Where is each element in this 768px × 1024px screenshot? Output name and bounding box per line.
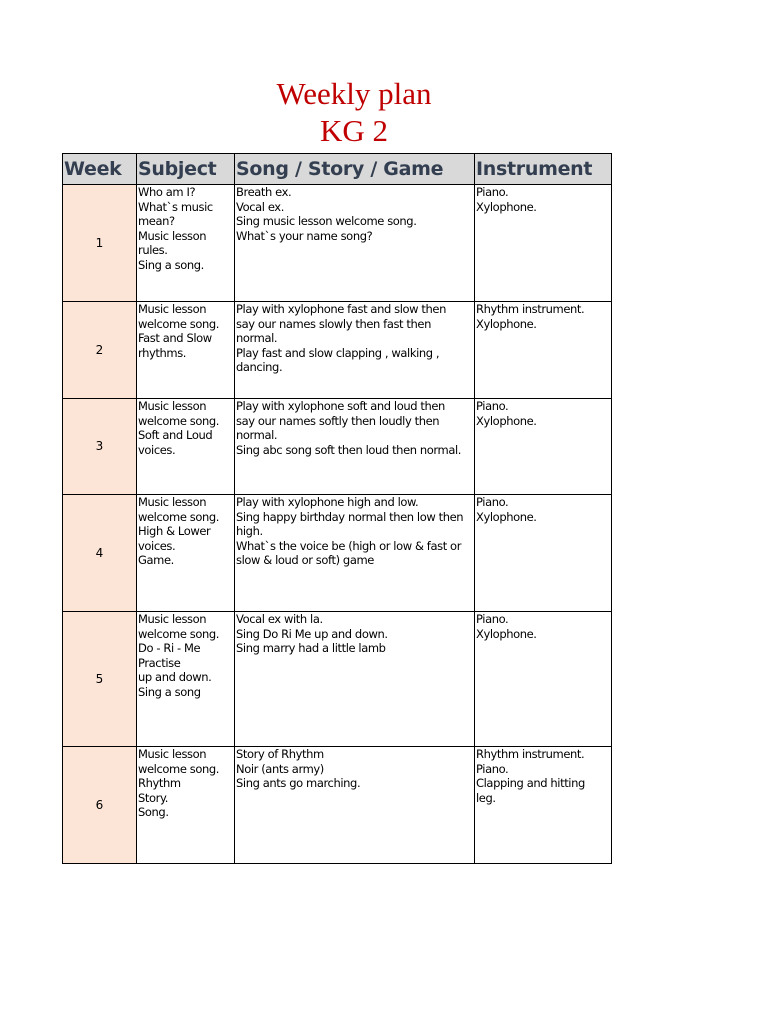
header-week: Week	[63, 154, 137, 185]
song-cell: Vocal ex with la. Sing Do Ri Me up and down. Sing marry had a little lamb	[235, 612, 475, 747]
week-cell: 6	[63, 747, 137, 864]
header-instrument: Instrument	[475, 154, 612, 185]
table-row	[63, 185, 612, 302]
table-row	[63, 612, 612, 747]
instrument-cell: Rhythm instrument. Piano. Clapping and hitting leg.	[475, 747, 612, 864]
song-cell: Breath ex. Vocal ex. Sing music lesson welcome song. What`s your name song?	[235, 185, 475, 302]
song-cell: Play with xylophone high and low. Sing happy birthday normal then low then high. What`s the voice be (high or low & fast or slow & loud or soft) game	[235, 495, 475, 612]
instrument-cell: Piano. Xylophone.	[475, 495, 612, 612]
table-header-row	[63, 154, 612, 185]
week-cell: 1	[63, 185, 137, 302]
week-cell: 3	[63, 399, 137, 495]
header-subject: Subject	[137, 154, 235, 185]
weekly-plan-table	[62, 153, 612, 864]
table-row	[63, 495, 612, 612]
week-cell: 2	[63, 302, 137, 399]
week-cell: 4	[63, 495, 137, 612]
table-row	[63, 399, 612, 495]
instrument-cell: Rhythm instrument. Xylophone.	[475, 302, 612, 399]
song-cell: Play with xylophone fast and slow then say our names slowly then fast then normal. Play fast and slow clapping , walking , dancing.	[235, 302, 475, 399]
song-cell: Story of Rhythm Noir (ants army) Sing ants go marching.	[235, 747, 475, 864]
instrument-cell: Piano. Xylophone.	[475, 612, 612, 747]
subject-cell: Music lesson welcome song. Fast and Slow rhythms.	[137, 302, 235, 399]
subject-cell: Music lesson welcome song. High & Lower voices. Game.	[137, 495, 235, 612]
subject-cell: Music lesson welcome song. Rhythm Story. Song.	[137, 747, 235, 864]
page-subtitle: KG 2	[319, 113, 389, 148]
table-row	[63, 302, 612, 399]
table-row	[63, 747, 612, 864]
instrument-cell: Piano. Xylophone.	[475, 185, 612, 302]
instrument-cell: Piano. Xylophone.	[475, 399, 612, 495]
subject-cell: Music lesson welcome song. Soft and Loud voices.	[137, 399, 235, 495]
week-cell: 5	[63, 612, 137, 747]
song-cell: Play with xylophone soft and loud then say our names softly then loudly then normal. Sing abc song soft then loud then normal.	[235, 399, 475, 495]
subject-cell: Music lesson welcome song. Do - Ri - Me Practise up and down. Sing a song	[137, 612, 235, 747]
page-title: Weekly plan	[276, 76, 432, 111]
header-song-story-game: Song / Story / Game	[235, 154, 475, 185]
subject-cell: Who am I? What`s music mean? Music lesson rules. Sing a song.	[137, 185, 235, 302]
